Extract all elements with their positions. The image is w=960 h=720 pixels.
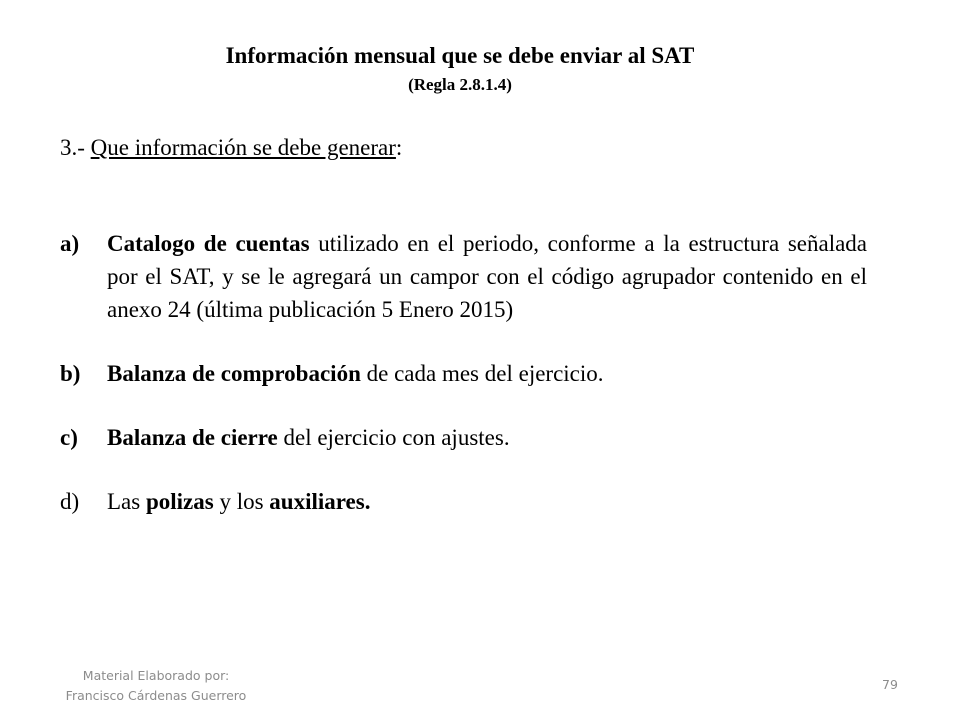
list-marker: d)	[60, 489, 80, 514]
section-heading	[60, 133, 402, 163]
page-title: Información mensual que se debe enviar al SAT	[225, 43, 695, 68]
section-suffix: :	[395, 135, 403, 160]
item-bold-term: Balanza de comprobación	[107, 361, 361, 386]
footer-credit	[58, 666, 254, 706]
section-heading-underlined: Que información se debe generar	[90, 135, 396, 160]
list-marker: a)	[60, 231, 80, 256]
item-bold-term: Catalogo de cuentas	[107, 231, 310, 256]
list-item-c	[60, 421, 867, 454]
list-item-b	[60, 357, 867, 390]
page-number: 79	[882, 677, 898, 692]
footer-credit-line-2: Francisco Cárdenas Guerrero	[65, 688, 247, 703]
item-bold-term: Balanza de cierre	[107, 425, 278, 450]
item-bold-term-2: auxiliares.	[269, 489, 371, 514]
list-item-body	[107, 421, 867, 454]
list-marker: b)	[60, 361, 81, 386]
list-item-body	[107, 357, 867, 390]
list-item-a	[60, 227, 867, 326]
section-prefix: 3.-	[60, 135, 91, 160]
item-text-mid: y los	[213, 489, 270, 514]
list-marker: c)	[60, 425, 78, 450]
footer-credit-line-1: Material Elaborado por:	[82, 668, 230, 683]
item-bold-term: polizas	[145, 489, 214, 514]
item-text: utilizado en el periodo, conforme a la estructura señalada por el SAT, y se le agregará un campor con el código agrupador contenido en el anexo 24 (última publicación 5 Enero 2015)	[107, 231, 867, 322]
item-text: de cada mes del ejercicio.	[360, 361, 604, 386]
list-item-body	[107, 227, 867, 326]
item-text-pre: Las	[107, 489, 146, 514]
list-item-body	[107, 485, 867, 518]
page-subtitle: (Regla 2.8.1.4)	[408, 75, 512, 94]
list-item-d	[60, 485, 867, 518]
item-text: del ejercicio con ajustes.	[277, 425, 510, 450]
